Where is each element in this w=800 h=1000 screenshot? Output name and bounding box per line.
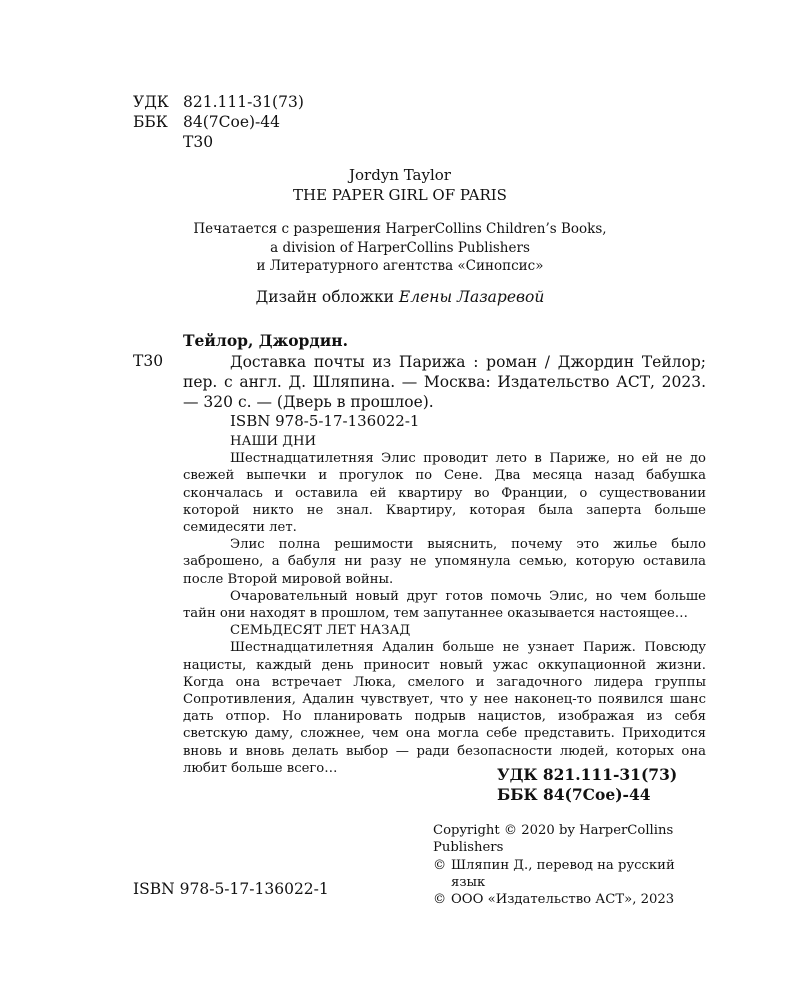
copyright-symbol: © [433,892,447,908]
author-mark: Т30 [183,133,214,151]
copyright-block [433,822,711,908]
permission-notice [0,220,800,276]
copyright-line-original: Copyright © 2020 by HarperCollins Publishers [433,823,674,856]
annotation-paragraph: Шестнадцатилетняя Адалин больше не узнает Париж. Повсюду нацисты, каждый день приносит новый ужас оккупационной жизни. Когда она встречает Люка, смелого и загадочного лидера группы Сопротивления, Адалин чувствует, что у нее наконец-то появился шанс дать отпор. Но планировать подрыв нацистов, изображая из себя светскую даму, сложнее, чем она могла себе представить. Приходится вновь и вновь делать выбор — ради безопасности людей, которых она любит больше всего… [183,640,706,776]
author-mark-row [133,132,304,152]
copyright-publisher-text: ООО «Издательство АСТ», 2023 [451,892,675,908]
copyright-line-publisher [433,891,711,908]
bbk-value: 84(7Сое)-44 [183,113,281,131]
copyright-translation-text: Шляпин Д., перевод на русский язык [451,857,675,890]
original-author: Jordyn Taylor [349,166,451,184]
isbn-bottom: ISBN 978-5-17-136022-1 [133,880,329,898]
udk-value: 821.111-31(73) [183,93,304,111]
copyright-symbol: © [433,857,447,873]
section-title-past: СЕМЬДЕСЯТ ЛЕТ НАЗАД [230,623,411,639]
copyright-line-translation [433,857,711,892]
annotation-paragraph: Шестнадцатилетняя Элис проводит лето в Париже, но ей не до свежей выпечки и прогулок по Сене. Два месяца назад бабушка скончалась и оставила ей квартиру во Франции, о существовании которой никто не знал. Квартиру, которая была заперта больше семидесяти лет. [183,451,706,536]
cover-designer-name: Елены Лазаревой [398,288,545,306]
bbk-label: ББК [133,113,168,131]
annotation-paragraph: Элис полна решимости выяснить, почему это жилье было заброшено, а бабуля ни разу не упомянула семью, которую оставила после Второй мировой войны. [183,537,706,587]
udk-row [133,92,304,112]
bbk-row [133,112,304,132]
permission-line: и Литературного агентства «Синопсис» [256,258,544,274]
original-title: THE PAPER GIRL OF PARIS [293,186,507,204]
bottom-udk: УДК 821.111-31(73) [497,765,678,784]
classification-block [133,92,304,152]
entry-isbn: ISBN 978-5-17-136022-1 [230,412,420,430]
annotation [183,433,706,777]
annotation-paragraph: Очаровательный новый друг готов помочь Элис, но чем больше тайн они находят в прошлом, тем запутаннее оказывается настоящее… [183,588,706,622]
permission-line: a division of HarperCollins Publishers [270,239,530,256]
author-heading: Тейлор, Джордин. [183,331,348,350]
permission-line: Печатается с разрешения HarperCollins Children’s Books, [193,221,607,237]
cover-design-credit [0,288,800,306]
udk-label: УДК [133,93,169,111]
entry-mark: Т30 [133,352,164,370]
bottom-classification [497,765,677,805]
bottom-bbk: ББК 84(7Сое)-44 [497,785,651,804]
cover-design-label: Дизайн обложки [255,288,394,306]
bibliographic-description: Доставка почты из Парижа : роман / Джордин Тейлор; пер. с англ. Д. Шляпина. — Москва: Издательство АСТ, 2023. — 320 с. — (Дверь в прошлое). [183,353,706,411]
section-title-present: НАШИ ДНИ [230,434,316,449]
